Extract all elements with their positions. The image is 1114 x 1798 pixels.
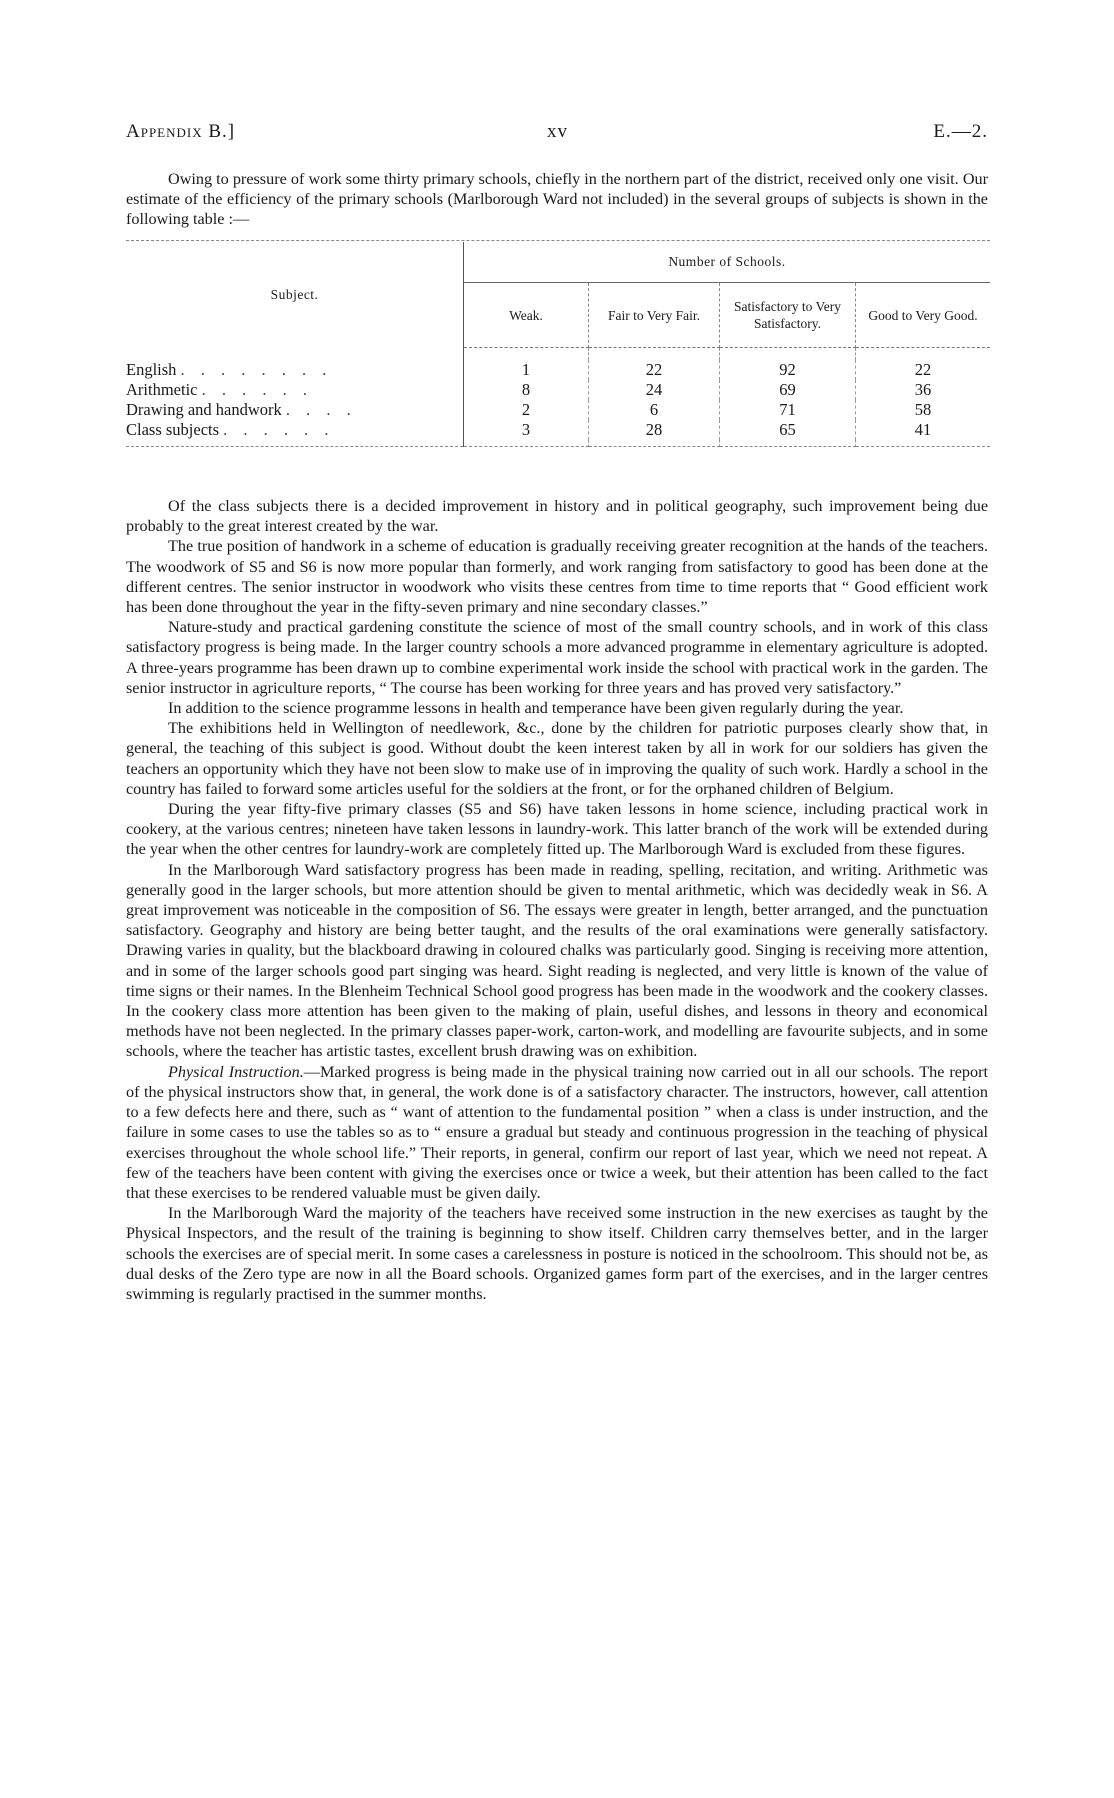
appendix-label: Appendix B.]: [126, 121, 236, 142]
column-header-fair: Fair to Very Fair.: [589, 283, 720, 348]
table-end-rule: [126, 440, 990, 447]
dot-leader: . . . . . .: [201, 380, 313, 399]
paragraph-needlework: The exhibitions held in Wellington of needlework, &c., done by the children for patriotic purposes clearly show that, in general, the teaching of this subject is good. Without doubt the keen interest taken by all in work for our soldiers has given the teachers an opportunity which they have not been slow to make use of in improving the quality of such work. Hardly a school in the country has failed to forward some articles useful for the soldiers at the front, or for the orphaned children of Belgium.: [126, 719, 988, 798]
physical-instruction-heading: Physical Instruction.: [168, 1062, 304, 1081]
table-row: [126, 400, 990, 420]
column-header-weak: Weak.: [464, 283, 589, 348]
fair-count: 6: [589, 400, 720, 420]
dot-leader: . . . . . . . .: [180, 360, 333, 379]
row-subject: [126, 380, 464, 400]
good-count: 36: [914, 380, 932, 399]
good-count: 58: [914, 400, 932, 419]
satisfactory-count: 71: [720, 400, 856, 420]
table-spacer-row: [126, 348, 990, 361]
row-subject: [126, 400, 464, 420]
satisfactory-count: 92: [720, 360, 856, 380]
paragraph-home-science: During the year fifty-five primary classes (S5 and S6) have taken lessons in home science, including practical work in cookery, at the various centres; nineteen have taken lessons in laundry-work. This latter branch of the work will be extended during the year when the other centres for laundry-work are completely fitted up. The Marlborough Ward is excluded from these figures.: [126, 800, 988, 859]
good-count: 41: [914, 420, 932, 439]
paragraph-class-subjects: Of the class subjects there is a decided improvement in history and in political geography, such improvement being due probably to the great interest created by the war.: [126, 497, 988, 536]
good-count: 22: [914, 360, 932, 379]
weak-count: 8: [464, 380, 589, 400]
document-code: E.—2.: [933, 121, 988, 142]
paragraph-nature-study: Nature-study and practical gardening constitute the science of most of the small country schools, and in work of this class satisfactory progress is being made. In the larger country schools a more advanced programme in elementary agriculture is adopted. A three-years programme has been drawn up to combine experimental work inside the school with practical work in the garden. The senior instructor in agriculture reports, “ The course has been working for three years and has proved very satisfactory.”: [126, 618, 988, 697]
physical-instruction-text: —Marked progress is being made in the physical training now carried out in all our schools. The report of the physical instructors show that, in general, the work done is of a satisfactory character. The instructors, however, call attention to a few defects here and there, such as “ want of attention to the fundamental position ” when a class is under instruction, and the failure in some cases to use the tables so as to “ ensure a gradual but steady and continuous progression in the teaching of physical exercises throughout the whole school life.” Their reports, in general, confirm our report of last year, which we need not repeat. A few of the teachers have been content with giving the exercises once or twice a week, but their attention has been called to the fact that these exercises to be rendered valuable must be given daily.: [126, 1062, 988, 1202]
weak-count: 2: [464, 400, 589, 420]
paragraph-marlborough: In the Marlborough Ward satisfactory progress has been made in reading, spelling, recitation, and writing. Arithmetic was generally good in the larger schools, but more attention should be given to mental arithmetic, which was decidedly weak in S6. A great improvement was noticeable in the composition of S6. The essays were greater in length, better arranged, and the punctuation satisfactory. Geography and history are being better taught, and the results of the oral examinations were generally satisfactory. Drawing varies in quality, but the blackboard drawing in coloured chalks was particularly good. Singing is receiving more attention, and in some of the larger schools good part singing was heard. Sight reading is neglected, and very little is known of the value of time signs or their names. In the Blenheim Technical School good progress has been made in the woodwork and the cookery classes. In the cookery class more attention has been given to the making of plain, useful dishes, and lessons in theory and economical methods have not been neglected. In the primary classes paper-work, carton-work, and modelling are favourite subjects, and in some schools, where the teacher has artistic tastes, excellent brush drawing was on exhibition.: [126, 860, 988, 1061]
fair-count: 24: [589, 380, 720, 400]
satisfactory-count: 65: [720, 420, 856, 440]
subject-column-header: Subject.: [126, 242, 464, 348]
table-top-rule: [126, 240, 990, 241]
paragraph-health: In addition to the science programme lessons in health and temperance have been given regularly during the year.: [168, 699, 904, 718]
subject-label: Class subjects: [126, 420, 220, 439]
table-row: [126, 360, 990, 380]
fair-count: 28: [589, 420, 720, 440]
paragraph-handwork: The true position of handwork in a scheme of education is gradually receiving greater recognition at the hands of the teachers. The woodwork of S5 and S6 is now more popular than formerly, and work ranging from satisfactory to good has been done at the different centres. The senior instructor in woodwork who visits these centres from time to time reports that “ Good efficient work has been done throughout the year in the fifty-seven primary and nine secondary classes.”: [126, 537, 988, 617]
column-header-satisfactory: Satisfactory to Very Satisfactory.: [720, 283, 856, 348]
body-text: [126, 496, 988, 1304]
page-number: xv: [547, 121, 568, 142]
paragraph-marlborough-physical: In the Marlborough Ward the majority of the teachers have received some instruction in the new exercises as taught by the Physical Inspectors, and the result of the training is beginning to show itself. Children carry themselves better, and in the larger schools the exercises are of special merit. In some cases a carelessness in posture is noticed in the schoolroom. This should not be, as dual desks of the Zero type are now in all the Board schools. Organized games form part of the exercises, and in the larger centres swimming is regularly practised in the summer months.: [126, 1204, 988, 1303]
intro-text: Owing to pressure of work some thirty primary schools, chiefly in the northern part of the district, received only one visit. Our estimate of the efficiency of the primary schools (Marlborough Ward not included) in the several groups of subjects is shown in the following table :—: [126, 170, 988, 229]
number-of-schools-header: Number of Schools.: [464, 242, 991, 283]
page-header: [126, 121, 988, 145]
dot-leader: . . . .: [285, 400, 357, 419]
subject-label: Drawing and handwork: [126, 400, 282, 419]
fair-count: 22: [589, 360, 720, 380]
row-subject: [126, 360, 464, 380]
row-subject: [126, 420, 464, 440]
paragraph-physical-instruction: [126, 1062, 988, 1203]
table-group-header-row: [126, 242, 990, 283]
weak-count: 3: [464, 420, 589, 440]
subject-label: Arithmetic: [126, 380, 198, 399]
efficiency-table: [126, 242, 990, 447]
intro-paragraph: [126, 169, 988, 230]
satisfactory-count: 69: [720, 380, 856, 400]
weak-count: 1: [464, 360, 589, 380]
dot-leader: . . . . . .: [223, 420, 335, 439]
subject-label: English: [126, 360, 177, 379]
table-row: [126, 380, 990, 400]
table-row: [126, 420, 990, 440]
column-header-good: Good to Very Good.: [856, 283, 991, 348]
